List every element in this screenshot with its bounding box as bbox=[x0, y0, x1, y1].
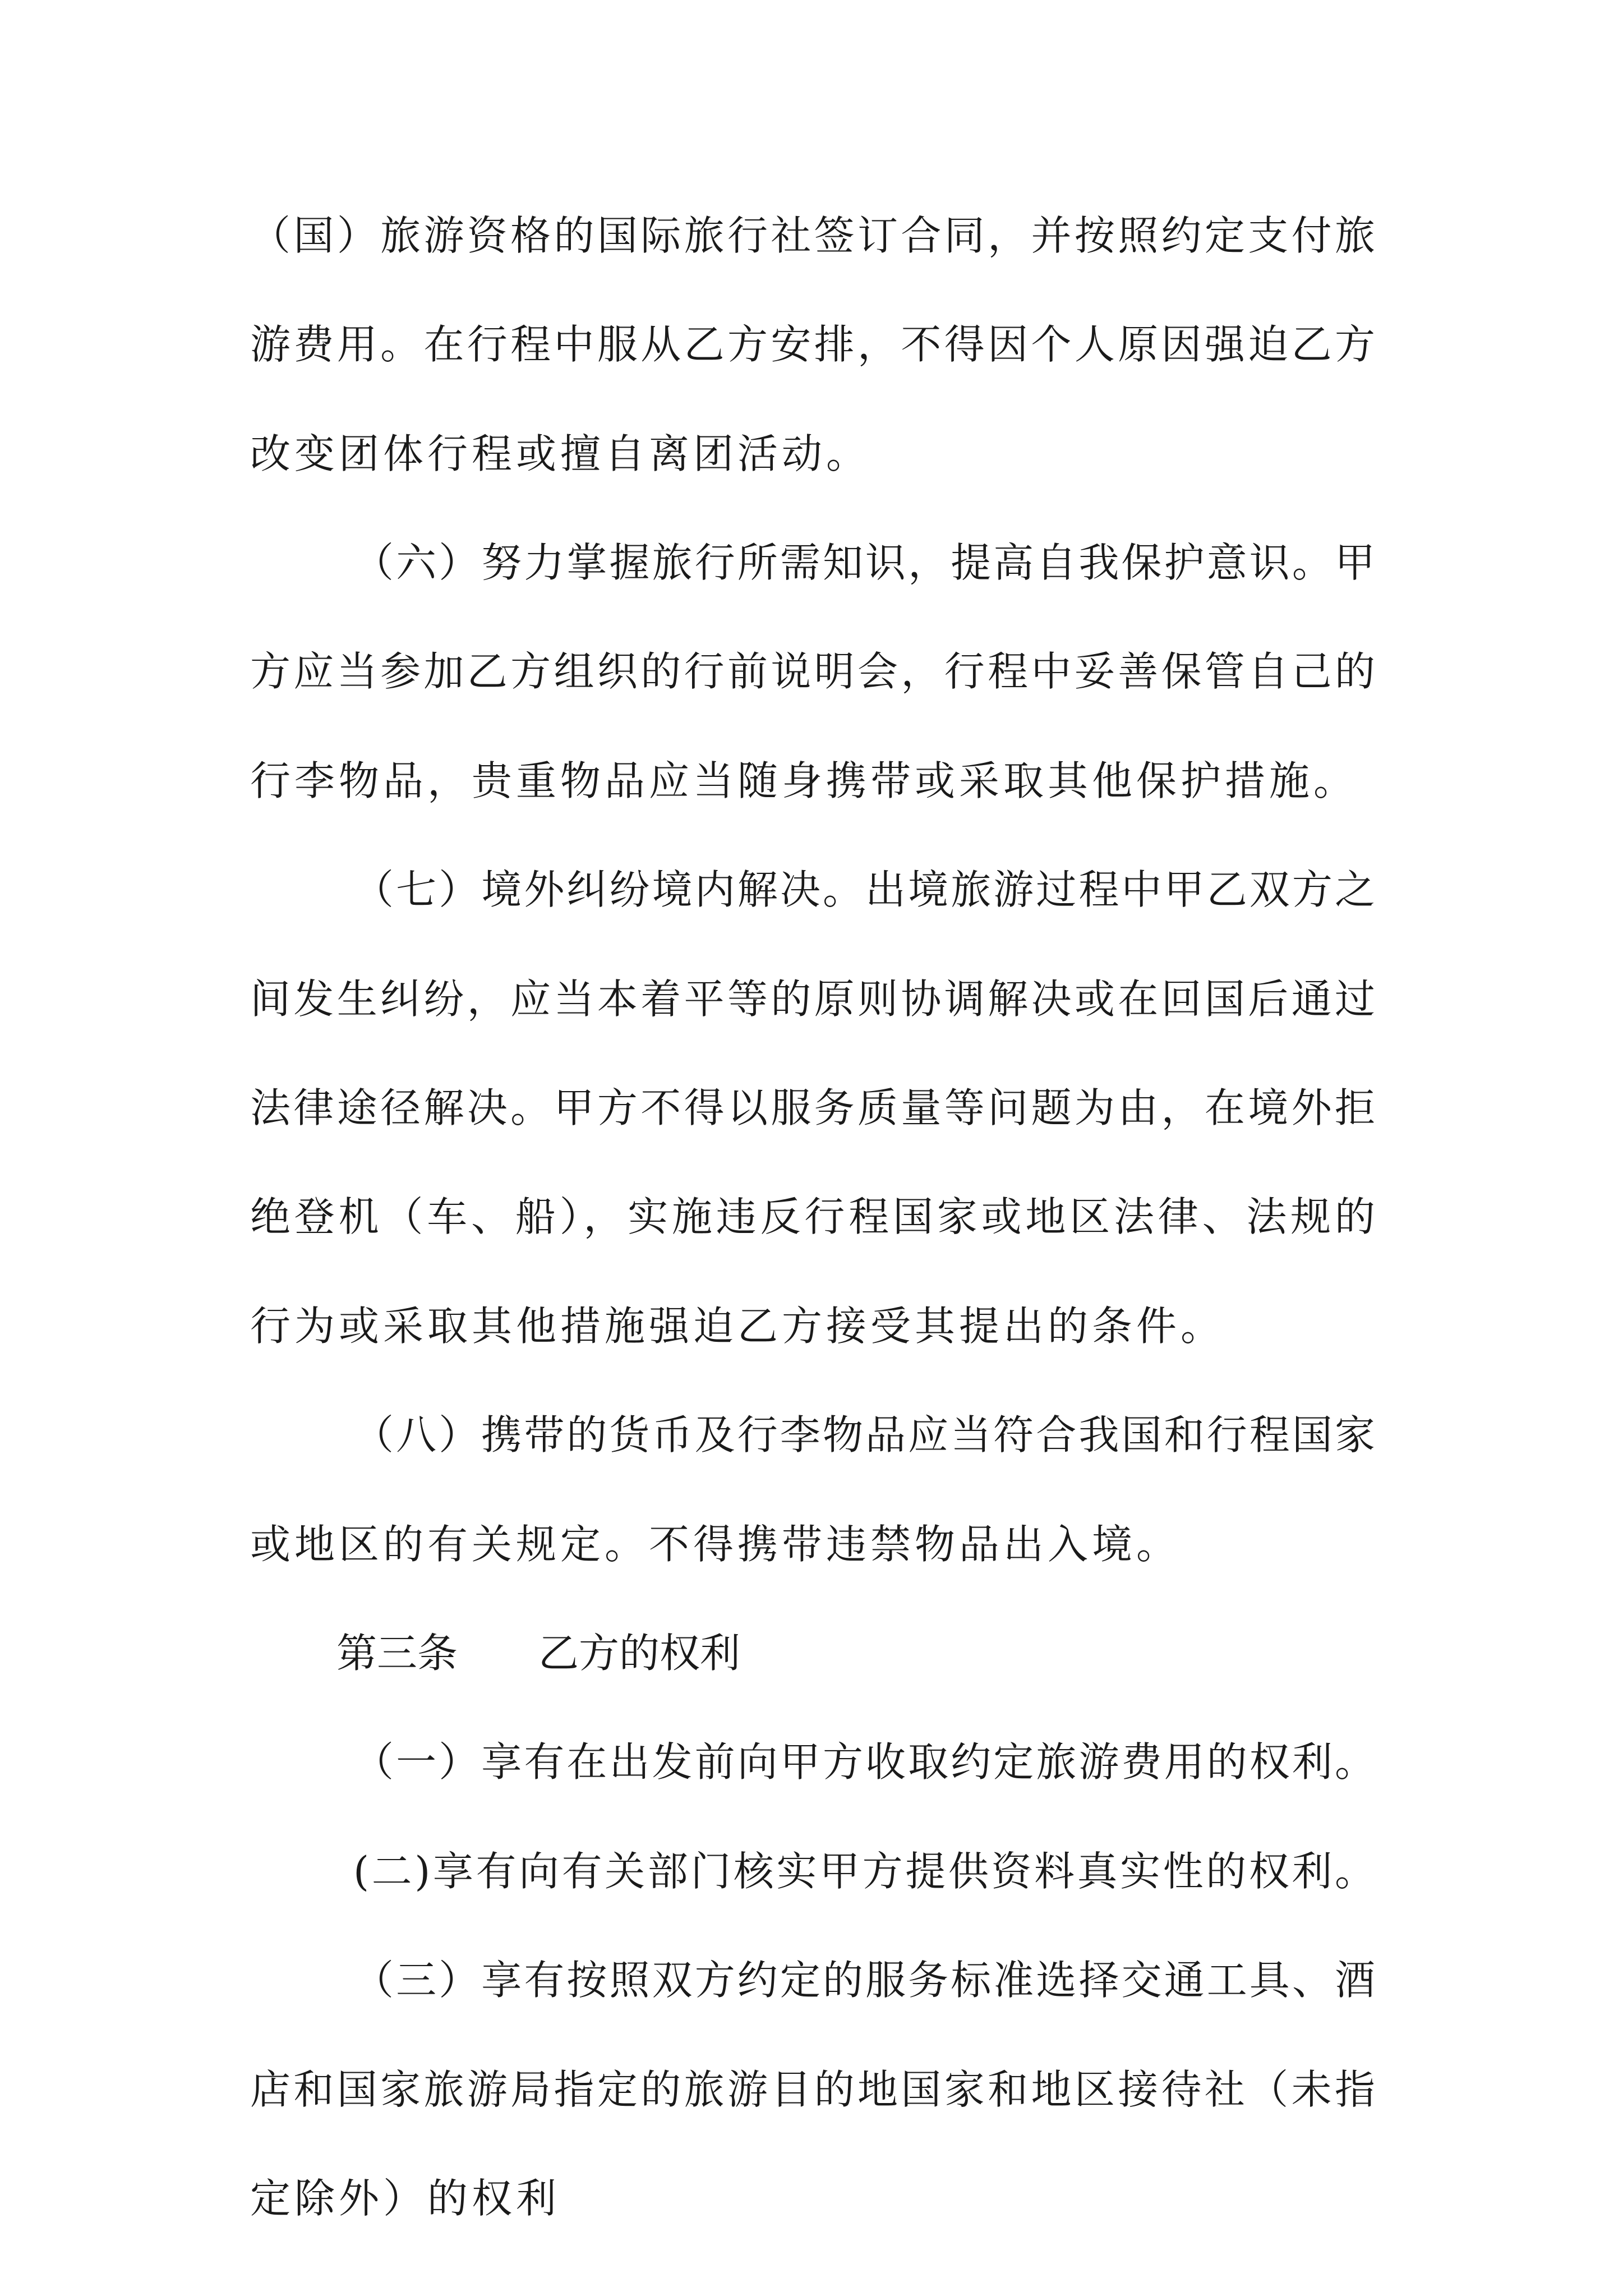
body-line: （国）旅游资格的国际旅行社签订合同，并按照约定支付旅 bbox=[250, 212, 1375, 259]
body-line: 行为或采取其他措施强迫乙方接受其提出的条件。 bbox=[250, 1303, 1225, 1350]
body-line: （三）享有按照双方约定的服务标准选择交通工具、酒 bbox=[353, 1957, 1375, 2004]
body-line: （六）努力掌握旅行所需知识，提高自我保护意识。甲 bbox=[353, 539, 1375, 586]
section-heading: 第三条 乙方的权利 bbox=[336, 1630, 741, 1677]
body-line: 店和国家旅游局指定的旅游目的地国家和地区接待社（未指 bbox=[250, 2066, 1375, 2113]
body-line: 行李物品，贵重物品应当随身携带或采取其他保护措施。 bbox=[250, 757, 1358, 804]
body-line: 绝登机（车、船），实施违反行程国家或地区法律、法规的 bbox=[250, 1193, 1375, 1240]
body-line: 定除外）的权利 bbox=[250, 2175, 561, 2222]
body-line: 游费用。在行程中服从乙方安排，不得因个人原因强迫乙方 bbox=[250, 321, 1375, 368]
body-line: （七）境外纠纷境内解决。出境旅游过程中甲乙双方之 bbox=[353, 866, 1375, 913]
body-line: 改变团体行程或擅自离团活动。 bbox=[250, 430, 871, 477]
body-line: 法律途径解决。甲方不得以服务质量等问题为由，在境外拒 bbox=[250, 1084, 1375, 1131]
body-line: （八）携带的货币及行李物品应当符合我国和行程国家 bbox=[353, 1411, 1375, 1458]
body-line: (二)享有向有关部门核实甲方提供资料真实性的权利。 bbox=[353, 1848, 1375, 1895]
body-line: 或地区的有关规定。不得携带违禁物品出入境。 bbox=[250, 1521, 1181, 1568]
body-line: （一）享有在出发前向甲方收取约定旅游费用的权利。 bbox=[353, 1738, 1375, 1786]
body-line: 间发生纠纷，应当本着平等的原则协调解决或在回国后通过 bbox=[250, 976, 1375, 1023]
body-line: 方应当参加乙方组织的行前说明会，行程中妥善保管自己的 bbox=[250, 648, 1375, 695]
